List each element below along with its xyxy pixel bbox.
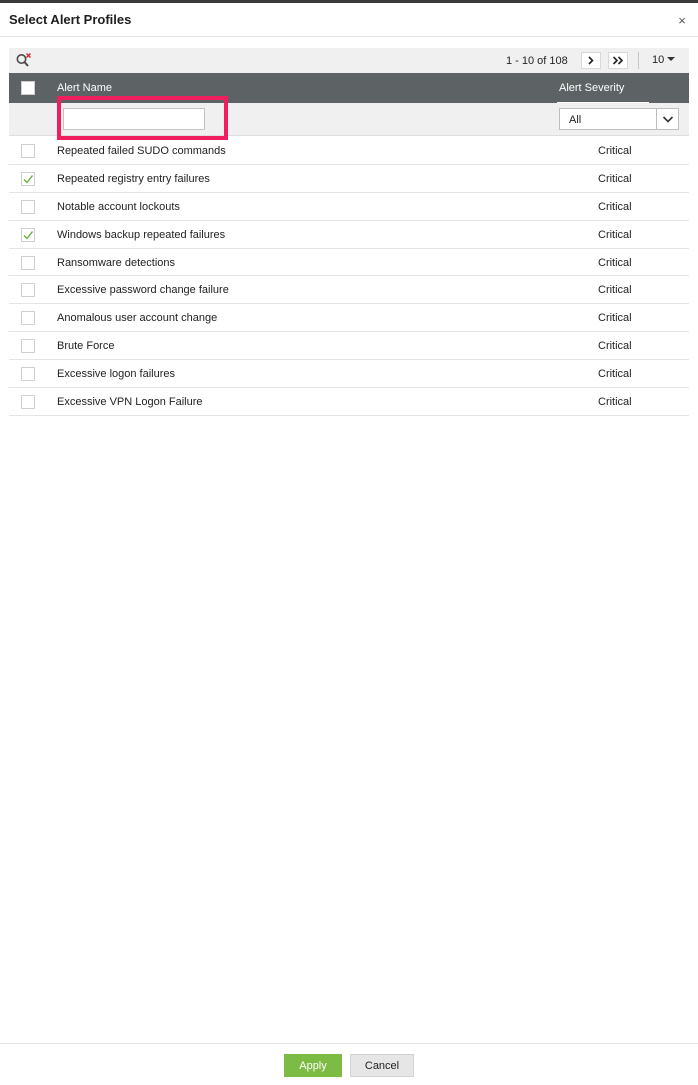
last-page-button[interactable]: [608, 52, 628, 69]
alert-name-cell: Repeated failed SUDO commands: [57, 145, 226, 157]
severity-filter-value: All: [569, 114, 582, 126]
alert-name-cell: Windows backup repeated failures: [57, 228, 226, 241]
select-all-checkbox[interactable]: [21, 81, 35, 95]
row-checkbox[interactable]: [21, 172, 35, 186]
alert-name-cell: Excessive VPN Logon Failure: [57, 396, 203, 409]
alert-severity-cell: Critical: [598, 228, 632, 241]
alert-severity-cell: Critical: [598, 284, 632, 297]
column-header-alert-name[interactable]: Alert Name: [57, 82, 113, 94]
window-top-border: [0, 0, 698, 3]
footer-divider: [0, 1043, 698, 1044]
table-row[interactable]: [9, 276, 689, 304]
table-row[interactable]: [9, 304, 689, 332]
apply-button[interactable]: Apply: [284, 1054, 342, 1077]
severity-filter-select[interactable]: [559, 108, 679, 130]
row-checkbox[interactable]: [21, 256, 35, 270]
table-row[interactable]: [9, 388, 689, 416]
grid-header: [9, 73, 689, 103]
alert-name-filter-input[interactable]: [63, 108, 205, 130]
dialog-title: Select Alert Profiles: [9, 12, 132, 27]
table-row[interactable]: [9, 332, 689, 360]
alert-name-cell: Anomalous user account change: [57, 312, 218, 325]
page-size-dropdown[interactable]: [652, 54, 675, 66]
row-checkbox[interactable]: [21, 311, 35, 325]
table-row[interactable]: [9, 137, 689, 165]
alert-severity-cell: Critical: [598, 396, 632, 409]
pager-range: 1 - 10 of 108: [506, 55, 568, 67]
row-checkbox[interactable]: [21, 339, 35, 353]
alert-severity-cell: Critical: [598, 256, 632, 269]
page-size-value: 10: [652, 54, 665, 66]
table-row[interactable]: [9, 193, 689, 221]
row-checkbox[interactable]: [21, 367, 35, 381]
alert-severity-cell: Critical: [598, 368, 632, 381]
close-button[interactable]: ×: [678, 13, 686, 28]
alert-name-cell: Excessive password change failure: [57, 284, 229, 297]
row-checkbox[interactable]: [21, 200, 35, 214]
next-page-button[interactable]: [581, 52, 601, 69]
grid-toolbar: [9, 48, 689, 73]
toolbar-separator: [638, 52, 639, 69]
alert-severity-cell: Critical: [598, 340, 632, 353]
alert-name-cell: Excessive logon failures: [57, 368, 176, 381]
alert-name-cell: Repeated registry entry failures: [57, 172, 210, 185]
checkmark-icon: [22, 229, 34, 241]
title-divider: [0, 36, 698, 37]
alert-severity-cell: Critical: [598, 200, 632, 213]
chevron-down-icon: [657, 109, 679, 129]
filter-row: [9, 103, 689, 136]
alert-severity-cell: Critical: [598, 312, 632, 325]
row-checkbox[interactable]: [21, 283, 35, 297]
alert-name-cell: Notable account lockouts: [57, 200, 180, 213]
alert-severity-cell: Critical: [598, 172, 632, 185]
double-chevron-right-icon: [609, 53, 627, 68]
table-row[interactable]: [9, 249, 689, 277]
alert-severity-cell: Critical: [598, 145, 632, 157]
caret-down-icon: [667, 57, 675, 61]
chevron-right-icon: [582, 53, 600, 68]
column-header-alert-severity[interactable]: Alert Severity: [559, 82, 625, 94]
search-clear-icon[interactable]: [15, 52, 33, 68]
table-row[interactable]: [9, 360, 689, 388]
table-row[interactable]: [9, 165, 689, 193]
alert-list: [9, 137, 689, 416]
severity-dropdown-button[interactable]: [656, 109, 678, 129]
row-checkbox[interactable]: [21, 228, 35, 242]
alert-name-cell: Ransomware detections: [57, 256, 176, 269]
checkmark-icon: [22, 173, 34, 185]
alert-name-cell: Brute Force: [57, 340, 115, 353]
row-checkbox[interactable]: [21, 144, 35, 158]
row-checkbox[interactable]: [21, 395, 35, 409]
cancel-button[interactable]: Cancel: [350, 1054, 414, 1077]
table-row[interactable]: [9, 221, 689, 249]
